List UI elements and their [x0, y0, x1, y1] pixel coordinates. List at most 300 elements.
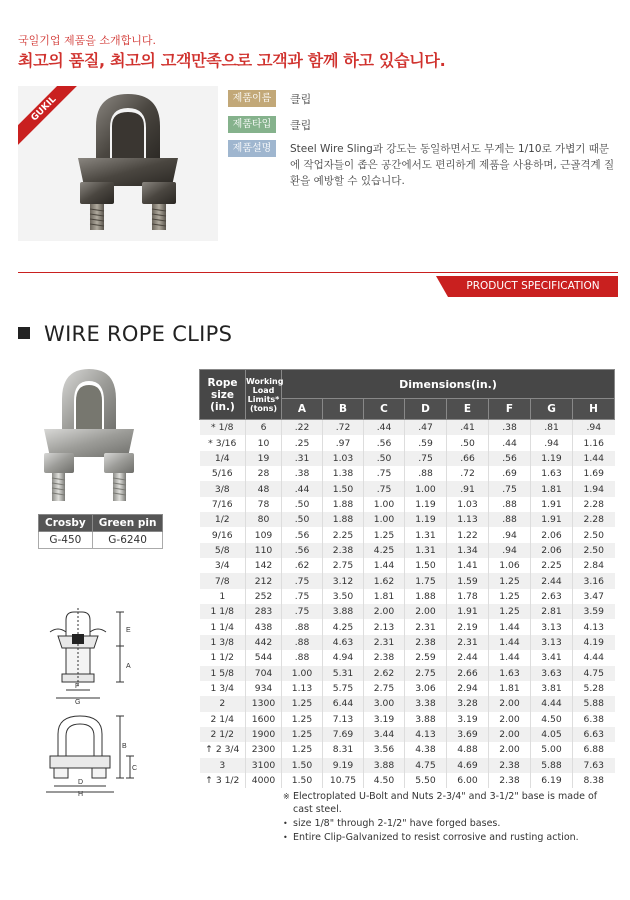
section-divider: [18, 272, 618, 273]
dim-cell-b: 4.63: [323, 635, 364, 650]
dim-cell-g: 2.25: [531, 558, 573, 573]
header-col-c: C: [364, 399, 405, 420]
rope-size-cell: [200, 497, 246, 512]
dim-cell-h: 5.88: [573, 696, 615, 711]
dim-cell-h: 4.13: [573, 619, 615, 634]
dim-cell-c: 1.81: [364, 589, 405, 604]
wll-cell: 704: [246, 666, 282, 681]
dim-cell-g: 2.06: [531, 527, 573, 542]
table-row: [200, 604, 615, 619]
dim-cell-d: 1.50: [405, 558, 447, 573]
wll-cell: 212: [246, 573, 282, 588]
dim-cell-b: 1.38: [323, 466, 364, 481]
dim-cell-c: 2.38: [364, 650, 405, 665]
code-header-crosby: Crosby: [39, 515, 93, 532]
spec-table-body: [200, 420, 615, 789]
rope-size-value: 3/16: [215, 437, 237, 449]
dim-cell-f: .56: [489, 451, 531, 466]
rope-size-cell: [200, 527, 246, 542]
dim-cell-g: 2.81: [531, 604, 573, 619]
dim-cell-g: 4.50: [531, 712, 573, 727]
table-row: [200, 527, 615, 542]
header-col-d: D: [405, 399, 447, 420]
rope-size-value: 1/8: [218, 422, 234, 434]
product-type-value: 클립: [290, 119, 312, 132]
spec-tab-notch: [436, 276, 448, 297]
dim-cell-c: 2.62: [364, 666, 405, 681]
rope-size-value: 7/16: [211, 498, 233, 510]
dim-cell-g: 3.41: [531, 650, 573, 665]
dim-cell-c: 1.00: [364, 512, 405, 527]
header-dimensions: Dimensions(in.): [282, 370, 615, 399]
dim-cell-e: 1.78: [447, 589, 489, 604]
table-row: [200, 742, 615, 757]
rope-size-cell: [200, 727, 246, 742]
dim-cell-h: 1.44: [573, 451, 615, 466]
note-bullet-icon: •: [283, 819, 288, 828]
note-item: [283, 831, 615, 844]
dim-cell-b: 2.38: [323, 543, 364, 558]
dim-cell-g: .81: [531, 420, 573, 436]
wll-cell: 78: [246, 497, 282, 512]
dim-cell-a: 1.25: [282, 727, 323, 742]
header-working-load-limit: [246, 370, 282, 420]
dim-cell-d: 1.88: [405, 589, 447, 604]
dim-label-a: A: [126, 663, 131, 670]
dim-cell-d: 2.00: [405, 604, 447, 619]
dim-cell-g: 5.88: [531, 758, 573, 773]
dim-cell-h: 1.16: [573, 435, 615, 450]
rope-size-value: 1 1/4: [210, 621, 235, 633]
dim-cell-f: .69: [489, 466, 531, 481]
header-wll-line2: Load: [252, 385, 275, 395]
square-bullet-icon: [18, 327, 30, 339]
dim-cell-b: 4.94: [323, 650, 364, 665]
dim-cell-e: 3.19: [447, 712, 489, 727]
note-bullet-icon: •: [283, 833, 288, 842]
front-view-drawing: [36, 606, 140, 704]
section-title-text: WIRE ROPE CLIPS: [44, 322, 233, 346]
dim-cell-e: .50: [447, 435, 489, 450]
table-row: [200, 573, 615, 588]
intro-subtitle: 국일기업 제품을 소개합니다.: [18, 34, 157, 47]
dim-cell-d: 1.19: [405, 497, 447, 512]
dim-cell-h: 4.19: [573, 635, 615, 650]
dim-cell-h: 7.63: [573, 758, 615, 773]
dim-cell-d: 3.06: [405, 681, 447, 696]
dim-cell-g: .94: [531, 435, 573, 450]
rope-size-value: 1: [219, 590, 226, 602]
wll-cell: 934: [246, 681, 282, 696]
dim-cell-d: 4.13: [405, 727, 447, 742]
dim-cell-a: 1.13: [282, 681, 323, 696]
dim-cell-b: 3.50: [323, 589, 364, 604]
dim-cell-d: 1.00: [405, 481, 447, 496]
dim-cell-d: 1.31: [405, 543, 447, 558]
dim-cell-c: 3.00: [364, 696, 405, 711]
wll-cell: 48: [246, 481, 282, 496]
dim-cell-d: 2.31: [405, 619, 447, 634]
table-row: [200, 758, 615, 773]
wll-cell: 1600: [246, 712, 282, 727]
dim-cell-b: 5.31: [323, 666, 364, 681]
dim-cell-b: 5.75: [323, 681, 364, 696]
table-row: [200, 420, 615, 436]
dim-cell-f: 2.38: [489, 758, 531, 773]
dim-cell-b: 7.13: [323, 712, 364, 727]
rope-size-cell: [200, 435, 246, 450]
dim-cell-h: 6.63: [573, 727, 615, 742]
product-name-value: 클립: [290, 93, 312, 106]
dim-cell-f: 2.00: [489, 727, 531, 742]
wll-cell: 283: [246, 604, 282, 619]
dim-cell-b: 3.88: [323, 604, 364, 619]
dim-cell-d: 3.38: [405, 696, 447, 711]
dim-cell-e: 2.19: [447, 619, 489, 634]
header-wll-line3: Limits*: [247, 394, 280, 404]
dim-cell-e: 2.31: [447, 635, 489, 650]
wll-cell: 110: [246, 543, 282, 558]
table-row: [200, 589, 615, 604]
rope-size-cell: [200, 681, 246, 696]
dim-cell-c: .75: [364, 466, 405, 481]
dim-cell-g: 1.81: [531, 481, 573, 496]
dim-cell-g: 4.44: [531, 696, 573, 711]
rope-size-cell: [200, 481, 246, 496]
table-row: [200, 481, 615, 496]
dim-cell-f: .38: [489, 420, 531, 436]
dim-cell-a: .88: [282, 619, 323, 634]
header-wll-line1: Working: [246, 376, 284, 386]
wll-cell: 142: [246, 558, 282, 573]
dim-cell-b: 3.12: [323, 573, 364, 588]
dim-cell-c: 4.50: [364, 773, 405, 788]
dim-cell-b: 1.88: [323, 512, 364, 527]
dim-cell-d: 1.19: [405, 512, 447, 527]
dim-cell-g: 4.05: [531, 727, 573, 742]
product-spec-tab: PRODUCT SPECIFICATION: [448, 276, 618, 297]
rope-size-value: 7/8: [214, 575, 230, 587]
dim-cell-a: 1.25: [282, 742, 323, 757]
rope-size-cell: [200, 573, 246, 588]
table-row: [200, 773, 615, 788]
dim-cell-h: 2.50: [573, 527, 615, 542]
dim-cell-f: 1.06: [489, 558, 531, 573]
rope-size-value: 9/16: [211, 529, 233, 541]
header-col-a: A: [282, 399, 323, 420]
dim-cell-c: 1.44: [364, 558, 405, 573]
dim-cell-a: .62: [282, 558, 323, 573]
dim-cell-g: 1.91: [531, 512, 573, 527]
dim-cell-e: 1.22: [447, 527, 489, 542]
table-row: [200, 435, 615, 450]
dim-cell-a: .22: [282, 420, 323, 436]
rope-size-cell: [200, 696, 246, 711]
dim-cell-d: .59: [405, 435, 447, 450]
dim-cell-f: 2.38: [489, 773, 531, 788]
product-type-label: 제품타입: [228, 116, 276, 133]
dim-label-b: B: [122, 743, 127, 750]
dim-cell-d: 4.75: [405, 758, 447, 773]
note-bullet-icon: ※: [283, 792, 290, 801]
rope-size-cell: [200, 512, 246, 527]
spec-table: [199, 369, 615, 788]
rope-size-cell: [200, 543, 246, 558]
wll-cell: 2300: [246, 742, 282, 757]
rope-size-cell: [200, 650, 246, 665]
dim-cell-f: 1.25: [489, 589, 531, 604]
dim-cell-b: 1.88: [323, 497, 364, 512]
dim-cell-e: 2.66: [447, 666, 489, 681]
dim-cell-c: 4.25: [364, 543, 405, 558]
dim-cell-h: 2.84: [573, 558, 615, 573]
dim-cell-h: 3.16: [573, 573, 615, 588]
dim-cell-a: 1.25: [282, 696, 323, 711]
rope-size-value: 1 5/8: [210, 667, 235, 679]
dim-cell-a: .31: [282, 451, 323, 466]
dim-cell-c: 2.00: [364, 604, 405, 619]
dim-cell-a: 1.00: [282, 666, 323, 681]
dim-cell-g: 3.13: [531, 635, 573, 650]
dim-cell-a: .50: [282, 497, 323, 512]
dim-cell-c: .50: [364, 451, 405, 466]
dim-label-d: D: [78, 779, 84, 786]
dim-cell-e: .41: [447, 420, 489, 436]
code-value-greenpin: G-6240: [92, 532, 163, 549]
dim-cell-c: 3.44: [364, 727, 405, 742]
table-row: [200, 497, 615, 512]
dim-cell-e: 1.34: [447, 543, 489, 558]
dim-label-f: F: [75, 683, 80, 690]
dim-cell-d: 2.75: [405, 666, 447, 681]
product-name-label: 제품이름: [228, 90, 276, 107]
dim-cell-e: 3.28: [447, 696, 489, 711]
rope-size-value: 3/4: [214, 560, 230, 572]
wll-cell: 19: [246, 451, 282, 466]
dim-label-e: E: [126, 627, 131, 634]
dim-cell-g: 2.06: [531, 543, 573, 558]
dim-cell-f: .44: [489, 435, 531, 450]
rope-size-value: 5/8: [214, 544, 230, 556]
wll-cell: 4000: [246, 773, 282, 788]
brand-ribbon: GUKIL: [18, 86, 84, 149]
dim-label-g: G: [75, 699, 81, 704]
dim-cell-e: 3.69: [447, 727, 489, 742]
rope-size-cell: [200, 712, 246, 727]
dim-cell-f: 2.00: [489, 712, 531, 727]
rope-size-value: 1/2: [214, 514, 230, 526]
table-row: [200, 558, 615, 573]
code-value-crosby: G-450: [39, 532, 93, 549]
rope-size-value: 1/4: [214, 452, 230, 464]
wll-cell: 442: [246, 635, 282, 650]
table-row: [200, 543, 615, 558]
dim-cell-e: .91: [447, 481, 489, 496]
rope-size-cell: [200, 558, 246, 573]
rope-size-cell: [200, 666, 246, 681]
product-desc-value: Steel Wire Sling과 강도는 동일하면서도 무게는 1/10로 가볍기 때문에 작업자들이 좁은 공간에서도 편리하게 제품을 사용하며, 근골격계 질환을 예방할 수 있습니다.: [290, 143, 615, 187]
dim-cell-e: .66: [447, 451, 489, 466]
header-rope-size: [200, 370, 246, 420]
rope-size-value: 2 1/2: [210, 729, 235, 741]
dim-cell-a: .88: [282, 635, 323, 650]
dim-cell-d: 2.38: [405, 635, 447, 650]
dim-cell-a: .75: [282, 589, 323, 604]
dim-cell-h: 1.94: [573, 481, 615, 496]
arrow-up-icon: ↑: [205, 775, 213, 787]
dim-cell-b: 1.50: [323, 481, 364, 496]
dim-label-h: H: [78, 791, 84, 796]
rope-size-cell: [200, 420, 246, 436]
rope-size-value: 2: [219, 698, 226, 710]
dim-cell-h: 2.28: [573, 512, 615, 527]
dim-cell-c: 1.25: [364, 527, 405, 542]
dim-cell-b: 2.75: [323, 558, 364, 573]
wll-cell: 252: [246, 589, 282, 604]
wll-cell: 438: [246, 619, 282, 634]
dim-cell-c: 3.56: [364, 742, 405, 757]
dim-cell-e: 4.69: [447, 758, 489, 773]
dim-cell-f: 1.81: [489, 681, 531, 696]
rope-size-cell: [200, 604, 246, 619]
header-col-b: B: [323, 399, 364, 420]
dim-cell-d: .88: [405, 466, 447, 481]
dim-cell-c: 1.62: [364, 573, 405, 588]
wll-cell: 28: [246, 466, 282, 481]
arrow-up-icon: ↑: [205, 744, 213, 756]
rope-size-cell: [200, 773, 246, 788]
clip-image-galvanized: [34, 365, 144, 507]
dim-cell-a: .56: [282, 543, 323, 558]
dim-cell-c: 3.19: [364, 712, 405, 727]
header-rope-line1: Rope: [207, 376, 238, 389]
wll-cell: 1300: [246, 696, 282, 711]
dim-cell-a: .44: [282, 481, 323, 496]
dim-cell-a: .50: [282, 512, 323, 527]
dim-cell-d: 2.59: [405, 650, 447, 665]
dim-cell-h: 6.38: [573, 712, 615, 727]
dim-cell-e: 1.59: [447, 573, 489, 588]
dim-cell-c: 3.88: [364, 758, 405, 773]
dim-cell-a: 1.50: [282, 758, 323, 773]
header-col-f: F: [489, 399, 531, 420]
dim-cell-c: .56: [364, 435, 405, 450]
table-row: [200, 635, 615, 650]
wll-cell: 544: [246, 650, 282, 665]
dim-cell-e: 1.41: [447, 558, 489, 573]
dim-cell-d: 4.38: [405, 742, 447, 757]
rope-size-cell: [200, 742, 246, 757]
dim-cell-b: .97: [323, 435, 364, 450]
rope-size-cell: [200, 758, 246, 773]
code-header-greenpin: Green pin: [92, 515, 163, 532]
rope-size-cell: [200, 451, 246, 466]
dim-cell-g: 1.19: [531, 451, 573, 466]
dim-cell-d: 1.75: [405, 573, 447, 588]
header-col-e: E: [447, 399, 489, 420]
dim-cell-a: .56: [282, 527, 323, 542]
header-rope-line2: size: [210, 388, 235, 401]
dim-cell-g: 1.91: [531, 497, 573, 512]
dim-cell-c: .44: [364, 420, 405, 436]
product-desc-label: 제품설명: [228, 140, 276, 157]
dim-cell-d: .47: [405, 420, 447, 436]
table-row: [200, 666, 615, 681]
wll-cell: 10: [246, 435, 282, 450]
rope-size-value: 3 1/2: [215, 775, 240, 787]
dim-cell-c: 2.75: [364, 681, 405, 696]
asterisk-mark: *: [208, 437, 213, 449]
dim-cell-c: .75: [364, 481, 405, 496]
header-rope-line3: (in.): [210, 400, 235, 413]
dim-cell-g: 3.63: [531, 666, 573, 681]
section-title: [18, 322, 232, 346]
dim-cell-g: 3.13: [531, 619, 573, 634]
table-row: [200, 712, 615, 727]
dim-cell-e: 6.00: [447, 773, 489, 788]
dim-cell-b: 2.25: [323, 527, 364, 542]
dim-cell-a: .75: [282, 604, 323, 619]
dim-cell-g: 6.19: [531, 773, 573, 788]
dim-cell-f: 1.44: [489, 619, 531, 634]
dim-cell-b: 7.69: [323, 727, 364, 742]
note-text: Electroplated U-Bolt and Nuts 2-3/4" and 3-1/2" base is made of cast steel.: [293, 791, 598, 815]
rope-size-value: 1 1/8: [210, 606, 235, 618]
dim-cell-e: 1.91: [447, 604, 489, 619]
dim-cell-h: 4.75: [573, 666, 615, 681]
rope-size-value: 1 3/8: [210, 636, 235, 648]
dim-cell-e: 2.94: [447, 681, 489, 696]
rope-size-cell: [200, 466, 246, 481]
dim-cell-f: .94: [489, 543, 531, 558]
wll-cell: 1900: [246, 727, 282, 742]
rope-size-value: 3/8: [214, 483, 230, 495]
dim-cell-f: 1.44: [489, 650, 531, 665]
wll-cell: 80: [246, 512, 282, 527]
dim-cell-a: .75: [282, 573, 323, 588]
notes: [283, 790, 615, 845]
dim-cell-b: 6.44: [323, 696, 364, 711]
product-desc-row: [228, 140, 615, 187]
dim-cell-f: .75: [489, 481, 531, 496]
dim-cell-c: 1.00: [364, 497, 405, 512]
dim-cell-f: 1.63: [489, 666, 531, 681]
table-row: [200, 650, 615, 665]
crosby-greenpin-table: [38, 514, 163, 549]
rope-size-value: 5/16: [211, 468, 233, 480]
dim-cell-g: 2.44: [531, 573, 573, 588]
dim-cell-g: 1.63: [531, 466, 573, 481]
dim-cell-b: 9.19: [323, 758, 364, 773]
dim-cell-a: 1.25: [282, 712, 323, 727]
table-row: [200, 696, 615, 711]
table-row: [200, 681, 615, 696]
dim-cell-e: 2.44: [447, 650, 489, 665]
dim-cell-c: 2.13: [364, 619, 405, 634]
header-wll-line4: (tons): [249, 403, 278, 413]
dim-cell-a: .25: [282, 435, 323, 450]
dim-cell-f: .94: [489, 527, 531, 542]
dim-cell-h: 2.50: [573, 543, 615, 558]
dim-cell-a: 1.50: [282, 773, 323, 788]
note-text: size 1/8" through 2-1/2" have forged bases.: [293, 818, 501, 829]
table-row: [200, 619, 615, 634]
product-name-row: [228, 90, 312, 107]
dim-cell-b: 1.03: [323, 451, 364, 466]
rope-size-value: 3: [219, 759, 226, 771]
wll-cell: 109: [246, 527, 282, 542]
dim-cell-d: 3.88: [405, 712, 447, 727]
